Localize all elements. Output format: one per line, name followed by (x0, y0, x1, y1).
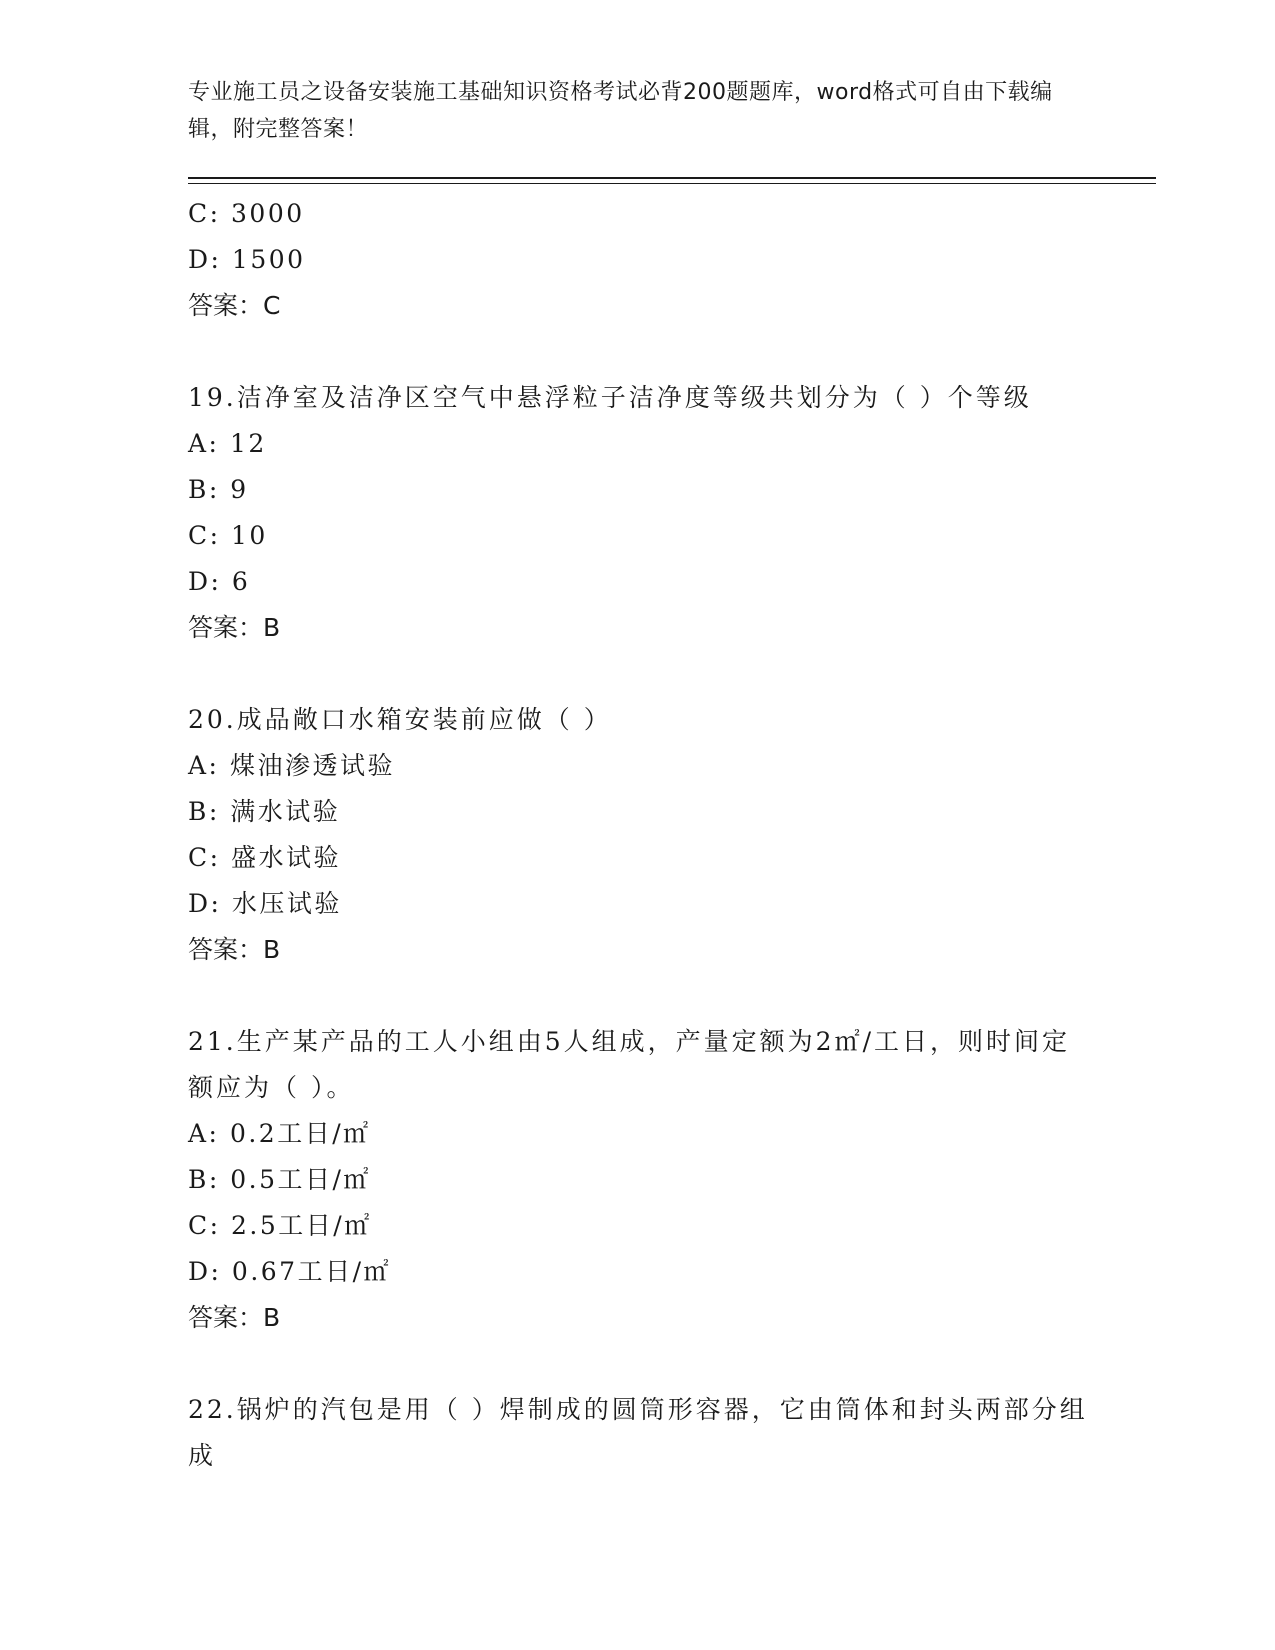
option-c: C: 3000 (188, 199, 305, 228)
answer-line: 答案：B (188, 935, 281, 964)
spacer (188, 973, 1088, 1019)
option-d: D: 水压试验 (188, 889, 342, 918)
header-divider-thick (188, 177, 1156, 179)
answer-line: 答案：B (188, 613, 281, 642)
option-d: D: 0.67工日/㎡ (188, 1257, 392, 1286)
spacer (188, 651, 1088, 697)
question-stem: 21.生产某产品的工人小组由5人组成，产量定额为2㎡/工日，则时间定额应为（ ）。 (188, 1027, 1070, 1102)
option-b: B: 0.5工日/㎡ (188, 1165, 371, 1194)
option-c: C: 盛水试验 (188, 843, 342, 872)
question-21 (188, 1019, 1088, 1341)
option-b: B: 9 (188, 475, 249, 504)
spacer (188, 1341, 1088, 1387)
option-a: A: 煤油渗透试验 (188, 751, 395, 780)
option-b: B: 满水试验 (188, 797, 341, 826)
option-d: D: 6 (188, 567, 251, 596)
option-c: C: 2.5工日/㎡ (188, 1211, 372, 1240)
question-stem: 22.锅炉的汽包是用（ ）焊制成的圆筒形容器，它由筒体和封头两部分组成 (188, 1395, 1088, 1470)
header-divider-thin (188, 183, 1156, 184)
question-stem: 19.洁净室及洁净区空气中悬浮粒子洁净度等级共划分为（ ）个等级 (188, 383, 1032, 412)
option-d: D: 1500 (188, 245, 306, 274)
question-22 (188, 1387, 1088, 1479)
answer-line: 答案：B (188, 1303, 281, 1332)
option-c: C: 10 (188, 521, 268, 550)
question-stem: 20.成品敞口水箱安装前应做（ ） (188, 705, 612, 734)
question-19 (188, 375, 1088, 651)
option-a: A: 12 (188, 429, 267, 458)
question-20 (188, 697, 1088, 973)
option-a: A: 0.2工日/㎡ (188, 1119, 371, 1148)
answer-line: 答案：C (188, 291, 281, 320)
question-18-tail (188, 191, 1088, 329)
question-list (188, 191, 1088, 1479)
spacer (188, 329, 1088, 375)
document-header: 专业施工员之设备安装施工基础知识资格考试必背200题题库，word格式可自由下载编辑，附完整答案！ (188, 80, 1053, 142)
